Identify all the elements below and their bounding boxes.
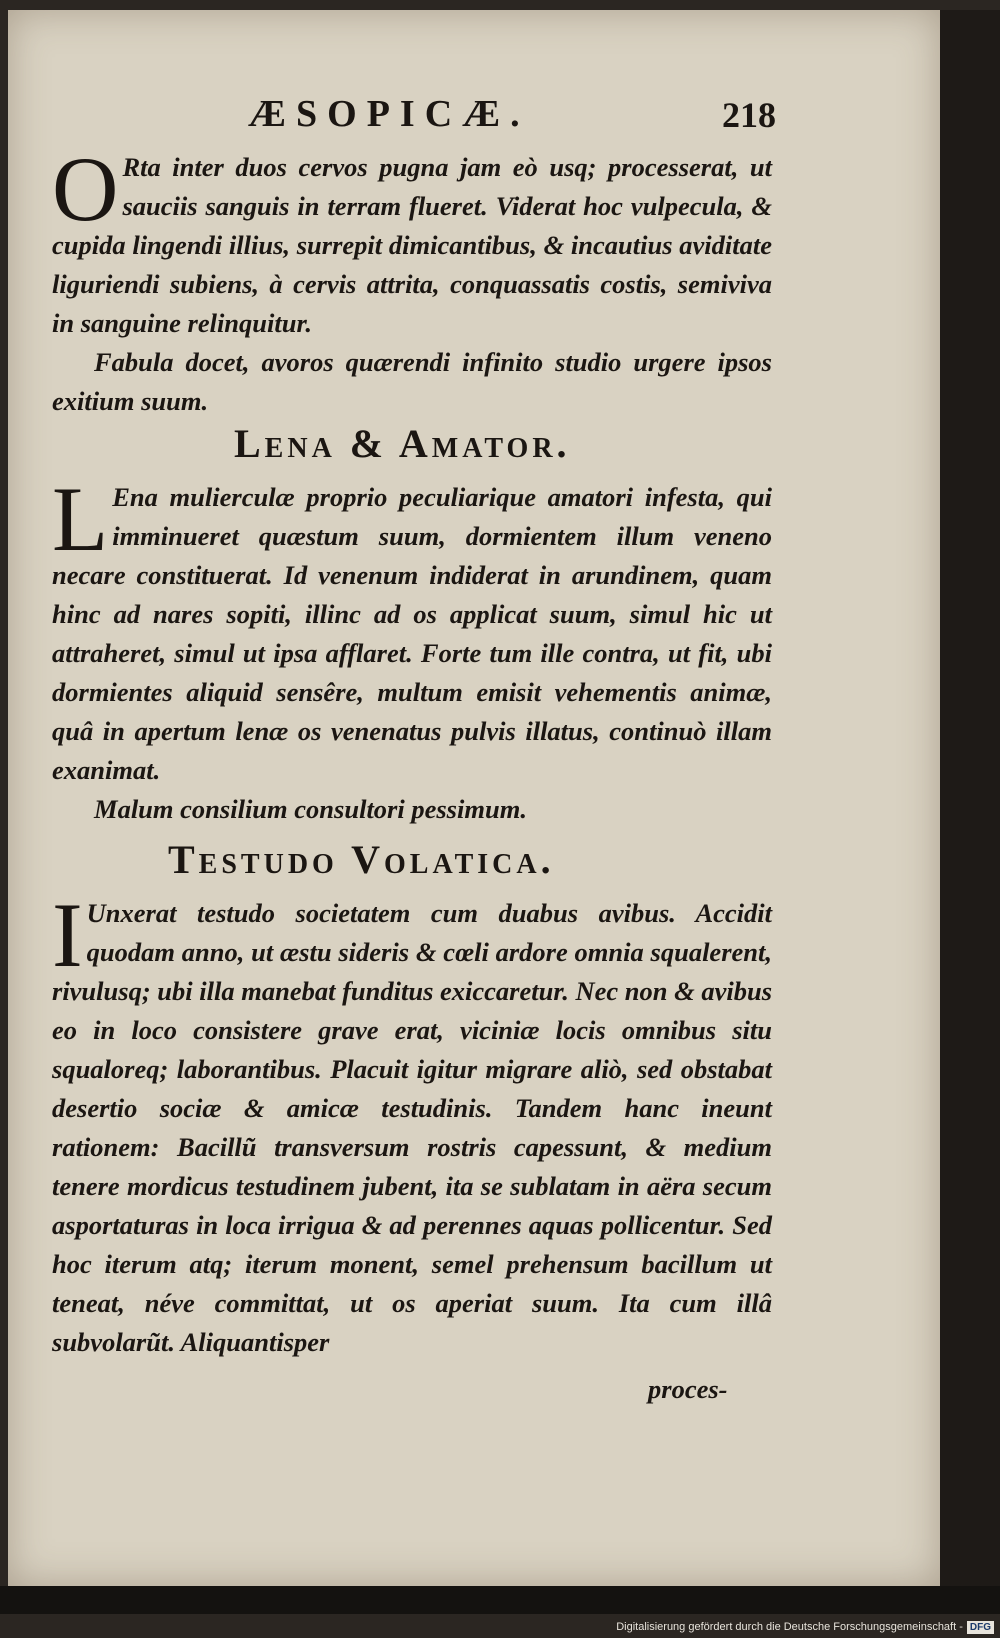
fable-section <box>52 138 772 421</box>
drop-cap-initial: O <box>52 138 119 240</box>
fable-moral: Fabula docet, avoros quærendi infinito studio urgere ipsos exitium suum. <box>52 347 772 416</box>
fable-body: Rta inter duos cervos pugna jam eò usq; processerat, ut sauciis sanguis in terram flueret. Viderat hoc vulpecula, & cupida lingendi illius, surrepit dimicantibus, & incautius aviditate liguriendi subiens, à cervis attrita, conquassatis costis, semiviva in sanguine relinquitur. <box>52 152 772 338</box>
fable-body: Ena mulierculæ proprio peculiarique amatori infesta, qui imminueret quæstum suum, dormientem illum veneno necare constituerat. Id venenum indiderat in arundinem, quam hinc ad nares sopiti, illinc ad os applicat suum, simul hic ut attraheret, simul ut ipsa afflaret. Forte tum ille contra, ut fit, ubi dormientes aliquid sensêre, multum emisit vehementis animæ, quâ in apertum lenæ os venenatus pulvis illatus, continuò illam exanimat. <box>52 482 772 785</box>
book-page <box>8 10 940 1586</box>
scan-bottom-border <box>0 1586 1000 1614</box>
fable-section <box>52 884 773 1362</box>
digitization-footer <box>616 1618 994 1636</box>
drop-cap-initial: I <box>52 884 83 986</box>
page-number: 218 <box>722 95 776 135</box>
drop-cap-initial: L <box>52 468 109 570</box>
running-head: ÆSOPICÆ. <box>248 93 530 135</box>
footer-credit: Digitalisierung gefördert durch die Deutsche Forschungsgemeinschaft - <box>616 1621 963 1633</box>
fable-moral: Malum consilium consultori pessimum. <box>94 794 527 824</box>
catchword: proces- <box>648 1374 728 1404</box>
fable-title: Testudo Volatica. <box>168 837 555 882</box>
fable-title: Lena & Amator. <box>234 421 571 466</box>
fable-section <box>52 468 772 829</box>
book-fore-edge <box>940 10 1000 1586</box>
dfg-logo-icon: DFG <box>967 1621 994 1634</box>
fable-body: Unxerat testudo societatem cum duabus avibus. Accidit quodam anno, ut æstu sideris & cœli ardore omnia squalerent, rivulusq; ubi illa manebat funditus exiccaretur. Nec non & avibus eo in loco consistere grave erat, viciniæ locis omnibus situ squaloreq; laborantibus. Placuit igitur migrare aliò, sed obstabat desertio sociæ & amicæ testudinis. Tandem hanc ineunt rationem: Bacillũ transversum rostris capessunt, & medium tenere mordicus testudinem jubent, ita se sublatam in aëra secum asportaturas in loca irrigua & ad perennes aquas pollicentur. Sed hoc iterum atq; iterum monent, semel prehensum bacillum ut teneat, néve committat, ut os aperiat suum. Ita cum illâ subvolarũt. Aliquantisper <box>52 898 773 1357</box>
